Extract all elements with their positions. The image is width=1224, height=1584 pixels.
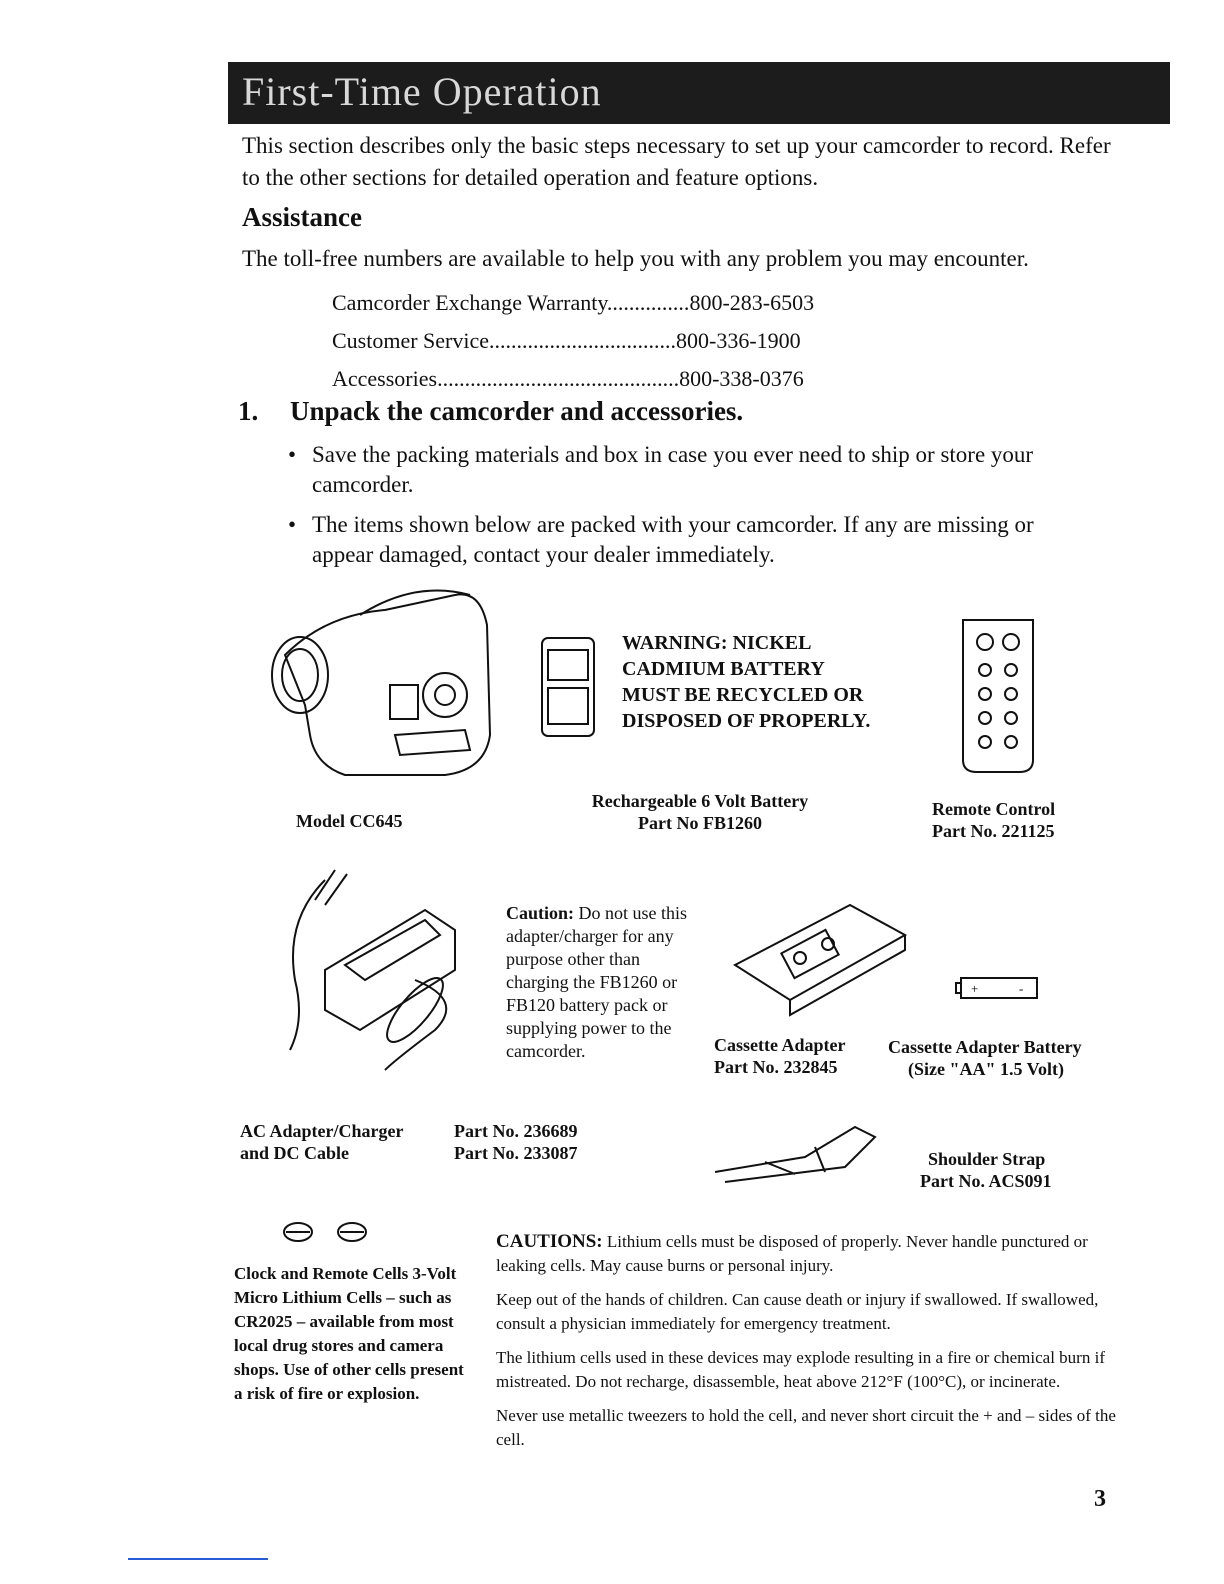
lithium-cells-illustration: [280, 1218, 380, 1248]
contact-label: Customer Service..................................: [332, 328, 677, 353]
bullet-dot: •: [288, 442, 297, 467]
shoulder-strap-illustration: [705, 1112, 885, 1192]
cassette-adapter-illustration: [730, 900, 910, 1020]
battery-illustration: [536, 630, 602, 742]
contact-row: [332, 328, 932, 354]
cassette-caption: Cassette Adapter Part No. 232845: [714, 1035, 846, 1077]
remote-caption: Remote Control Part No. 221125: [932, 799, 1056, 841]
caution-paragraph: The lithium cells used in these devices may explode resulting in a fire or chemical burn if mistreated. Do not recharge, disassemble, heat above 212°F (100°C), or incinerate.: [496, 1348, 1105, 1391]
divider: [128, 1558, 268, 1560]
list-item: • Save the packing materials and box in case you ever need to ship or store your camcorder.: [288, 442, 1034, 497]
step-number: 1.: [238, 396, 259, 426]
assistance-text: The toll-free numbers are available to help you with any problem you may encounter.: [242, 246, 1029, 271]
contact-number: 800-283-6503: [689, 290, 815, 315]
contact-number: 800-336-1900: [676, 328, 801, 353]
contact-number: 800-338-0376: [679, 366, 804, 391]
bullet-dot: •: [288, 512, 297, 537]
intro-paragraph: This section describes only the basic steps necessary to set up your camcorder to record. Refer to the other sections for detailed operation and feature options.: [242, 133, 1111, 190]
list-item: • The items shown below are packed with your camcorder. If any are missing or appear damaged, contact your dealer immediately.: [288, 512, 1034, 567]
assistance-heading: Assistance: [242, 202, 362, 232]
contact-row: [332, 290, 932, 316]
camcorder-caption: Model CC645: [296, 811, 403, 831]
section-title: First-Time Operation: [242, 69, 602, 114]
strap-caption: Shoulder Strap Part No. ACS091: [920, 1149, 1052, 1191]
caution-paragraph: Keep out of the hands of children. Can cause death or injury if swallowed. If swallowed, consult a physician immediately for emergency treatment.: [496, 1290, 1099, 1333]
remote-illustration: [955, 610, 1041, 780]
caution-paragraph: CAUTIONS: Lithium cells must be disposed of properly. Never handle punctured or leaking cells. May cause burns or personal injury.: [496, 1231, 1088, 1275]
aa-battery-icon: [955, 975, 1045, 1001]
battery-caption: Rechargeable 6 Volt Battery Part No FB1260: [591, 791, 809, 833]
svg-text:+: +: [971, 981, 979, 996]
adapter-caution: Caution: Do not use this adapter/charger for any purpose other than charging the FB1260 or FB120 battery pack or supplying power to the camcorder.: [506, 903, 688, 1061]
contact-label: Camcorder Exchange Warranty...............: [332, 290, 690, 315]
page-number: 3: [1094, 1486, 1106, 1512]
cassette-battery-caption: Cassette Adapter Battery (Size "AA" 1.5 Volt): [888, 1037, 1082, 1079]
cautions-block: [496, 1230, 1116, 1452]
section-banner: [228, 62, 1170, 124]
svg-text:-: -: [1019, 981, 1024, 996]
caution-paragraph: Never use metallic tweezers to hold the cell, and never short circuit the + and – sides of the cell.: [496, 1406, 1116, 1449]
contact-row: [332, 366, 932, 392]
step-heading: Unpack the camcorder and accessories.: [290, 396, 744, 426]
battery-warning: WARNING: NICKEL CADMIUM BATTERY MUST BE RECYCLED OR DISPOSED OF PROPERLY.: [622, 632, 871, 732]
camcorder-illustration: [265, 585, 500, 790]
adapter-part-numbers: Part No. 236689 Part No. 233087: [454, 1121, 578, 1163]
adapter-caption: AC Adapter/Charger and DC Cable: [240, 1121, 404, 1163]
ac-adapter-illustration: [265, 860, 475, 1080]
cells-caption: Clock and Remote Cells 3-Volt Micro Lithium Cells – such as CR2025 – available from most local drug stores and camera shops. Use of other cells present a risk of fire or explosion.: [234, 1264, 464, 1403]
contact-label: Accessories............................................: [332, 366, 680, 391]
